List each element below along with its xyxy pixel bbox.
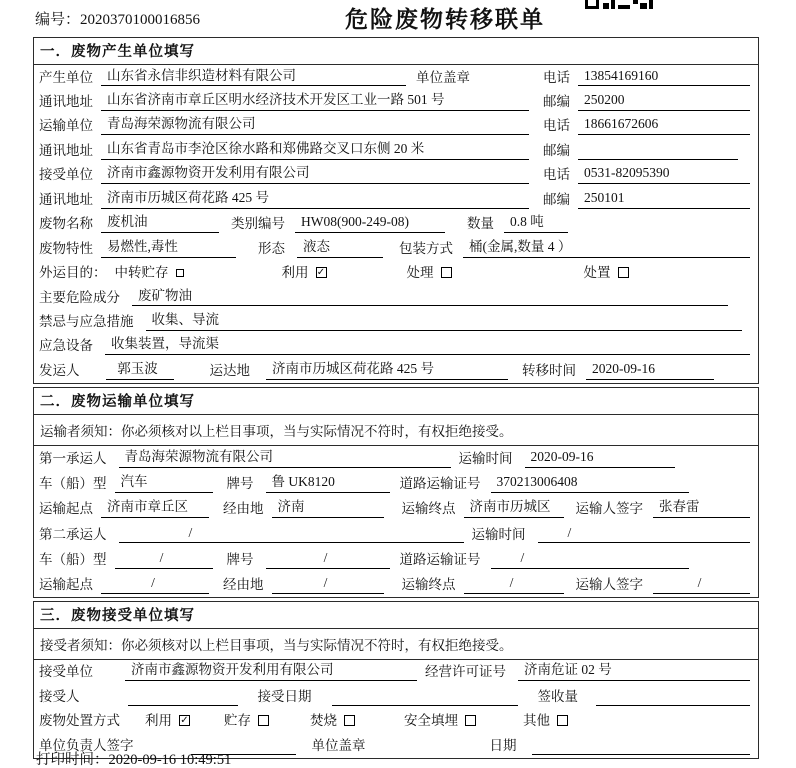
accepting-unit-value: 济南市鑫源物资开发利用有限公司 [125,662,417,681]
second-route-origin-label: 运输起点 [39,576,93,592]
producer-address-value: 山东省济南市章丘区明水经济技术开发区工业一路 501 号 [101,92,529,111]
section-receiver [33,601,759,759]
acceptor-row [34,684,758,709]
form-state-value: 液态 [297,239,383,258]
disposal-incinerate-label: 焚烧 [310,713,337,729]
route-destination-label: 运输终点 [401,501,456,517]
receiver-address-row [34,187,758,211]
transporter-unit-label: 运输单位 [39,118,93,134]
receiver-unit-row [34,163,758,187]
second-route-via-value: / [272,575,384,594]
second-vehicle-type-label: 车（船）型 [39,551,107,567]
hazard-component-label: 主要危险成分 [39,289,120,305]
second-route-origin-value: / [101,575,209,594]
received-amount-label: 签收量 [537,688,578,704]
plate-number-label: 牌号 [226,476,254,492]
category-code-label: 类别编号 [231,216,285,232]
form-body [33,37,759,762]
producer-phone-label: 电话 [543,69,570,85]
second-route-via-label: 经由地 [223,576,264,592]
serial-number [35,8,200,29]
shipper-label: 发运人 [39,362,80,378]
first-carrier-row [34,446,758,471]
transporter-unit-row [34,114,758,138]
disposal-method-row [34,709,758,734]
producer-phone-value: 13854169160 [578,68,750,87]
receiver-phone-label: 电话 [543,167,570,183]
waste-name-label: 废物名称 [39,216,93,232]
print-time-label: 打印时间： [36,752,109,768]
checkbox-disposal-incinerate [344,715,355,726]
destination-label: 运达地 [209,362,250,378]
checkbox-transfer-storage [176,269,184,277]
transporter-postcode-value [578,143,738,160]
receiver-unit-label: 接受单位 [39,167,93,183]
checkbox-disposal-storage [258,715,269,726]
second-road-permit-value: / [491,550,689,569]
carrier-signature-label: 运输人签字 [575,501,643,517]
vehicle-type-value: 汽车 [115,474,213,493]
receiver-address-label: 通讯地址 [39,191,93,207]
waste-property-label: 废物特性 [39,240,93,256]
producer-unit-label: 产生单位 [39,69,93,85]
road-permit-value: 370213006408 [491,474,689,493]
option-transfer-storage-label: 中转贮存 [114,265,169,281]
plate-number-value: 鲁 UK8120 [266,474,390,493]
second-route-destination-label: 运输终点 [401,576,456,592]
vehicle-type-label: 车（船）型 [39,476,107,492]
checkbox-disposal-landfill [465,715,476,726]
waste-property-row [34,236,758,260]
second-road-permit-label: 道路运输证号 [399,551,481,567]
route-origin-label: 运输起点 [39,501,93,517]
receiver-phone-value: 0531-82095390 [578,165,750,184]
disposal-storage-label: 贮存 [224,713,251,729]
disposal-method-label: 废物处置方式 [39,713,120,729]
producer-unit-row [34,65,758,89]
section-transporter-header: 二．废物运输单位填写 [34,388,758,415]
accepting-unit-label: 接受单位 [39,664,93,680]
checkbox-utilize: ✓ [316,266,326,278]
carrier-signature-value: 张春雷 [653,499,750,518]
route-origin-value: 济南市章丘区 [101,499,209,518]
second-transport-date-value: / [538,525,751,544]
transporter-unit-value: 青岛海荣源物流有限公司 [101,116,529,135]
second-vehicle-type-row [34,546,758,571]
section-producer [33,37,759,384]
checkbox-disposal-utilize: ✓ [180,715,189,727]
first-carrier-value: 青岛海荣源物流有限公司 [119,449,451,468]
transporter-address-label: 通讯地址 [39,142,93,158]
page-title: 危险废物转移联单 [345,7,545,32]
second-carrier-label: 第二承运人 [39,526,107,542]
route-destination-value: 济南市历城区 [464,499,564,518]
receiver-address-value: 济南市历城区荷花路 425 号 [101,190,529,209]
receiver-notice: 接受者须知：你必须核对以上栏目事项，当与实际情况不符时，有权拒绝接受。 [34,629,758,660]
checkbox-treat [441,267,452,278]
emergency-equipment-label: 应急设备 [39,338,93,354]
destination-value: 济南市历城区荷花路 425 号 [266,361,508,380]
quantity-value: 0.8 吨 [504,214,568,233]
transfer-purpose-label: 外运目的： [39,265,107,281]
form-state-label: 形态 [258,240,285,256]
accepting-unit-row [34,660,758,685]
transport-date-value: 2020-09-16 [525,449,675,468]
emergency-measures-row [34,309,758,333]
section-producer-header: 一．废物产生单位填写 [34,38,758,65]
date-value [532,738,751,755]
road-permit-label: 道路运输证号 [399,476,481,492]
second-route-row [34,572,758,597]
emergency-measures-value: 收集、导流 [146,312,743,331]
transfer-date-label: 转移时间 [522,362,576,378]
disposal-other-label: 其他 [523,713,550,729]
license-number-label: 经营许可证号 [425,664,506,680]
print-time [36,748,231,768]
second-plate-number-label: 牌号 [226,551,254,567]
route-row [34,496,758,521]
second-route-destination-value: / [464,575,564,594]
receiver-unit-value: 济南市鑫源物资开发利用有限公司 [101,165,529,184]
serial-number-value: 2020370100016856 [80,12,201,28]
transporter-phone-value: 18661672606 [578,116,750,135]
transfer-date-value: 2020-09-16 [586,361,714,380]
accept-date-label: 接受日期 [257,688,312,704]
hazard-component-row [34,285,758,309]
second-vehicle-type-value: / [115,550,213,569]
second-transport-date-label: 运输时间 [471,526,526,542]
disposal-landfill-label: 安全填埋 [404,713,458,729]
producer-unit-value: 山东省永信非织造材料有限公司 [101,68,406,87]
serial-number-label: 编号： [35,12,81,28]
qr-code-fragment [585,0,653,10]
print-time-value: 2020-09-16 10:49:51 [108,752,232,768]
transporter-phone-label: 电话 [543,118,570,134]
waste-property-value: 易燃性,毒性 [101,239,236,258]
emergency-equipment-row [34,334,758,358]
producer-postcode-label: 邮编 [543,94,570,109]
option-dispose-label: 处置 [583,265,611,281]
transport-date-label: 运输时间 [458,451,513,466]
route-via-label: 经由地 [223,501,264,517]
emergency-measures-label: 禁忌与应急措施 [39,313,134,329]
second-carrier-value: / [119,525,464,544]
date-label: 日期 [489,737,517,753]
emergency-equipment-value: 收集装置，导流渠 [105,336,750,355]
section-transporter [33,387,759,598]
second-carrier-row [34,521,758,546]
hazard-component-value: 废矿物油 [132,288,728,307]
transporter-postcode-label: 邮编 [543,142,570,158]
disposal-utilize-label: 利用 [145,713,172,729]
packaging-value: 桶(金属,数量 4 ） [463,239,750,258]
category-code-value: HW08(900-249-08) [295,214,445,233]
transporter-address-value: 山东省青岛市李沧区徐水路和郑佛路交叉口东侧 20 米 [101,141,529,160]
section-receiver-header: 三．废物接受单位填写 [34,602,758,629]
received-amount-value [596,689,750,706]
quantity-label: 数量 [467,216,494,232]
transfer-purpose-row [34,261,758,285]
second-carrier-signature-label: 运输人签字 [575,576,643,592]
shipper-value: 郭玉波 [106,361,174,380]
unit-seal-label: 单位盖章 [416,69,470,85]
license-number-value: 济南危证 02 号 [518,662,750,681]
accept-date-value [332,689,518,706]
receiver-seal-label: 单位盖章 [311,737,366,753]
waste-name-row [34,212,758,236]
checkbox-disposal-other [557,715,568,726]
option-treat-label: 处理 [406,265,434,281]
first-carrier-label: 第一承运人 [39,451,107,466]
transporter-address-row [34,138,758,162]
second-plate-number-value: / [266,550,390,569]
responsible-signature-label: 单位负责人签字 [39,737,134,753]
shipper-row [34,358,758,382]
transporter-notice: 运输者须知：你必须核对以上栏目事项，当与实际情况不符时，有权拒绝接受。 [34,415,758,446]
acceptor-value [128,689,238,706]
checkbox-dispose [618,267,629,278]
producer-postcode-value: 250200 [578,92,750,111]
waste-name-value: 废机油 [101,214,219,233]
packaging-label: 包装方式 [399,240,453,256]
receiver-postcode-label: 邮编 [543,191,570,207]
producer-address-row [34,89,758,113]
route-via-value: 济南 [272,499,384,518]
second-carrier-signature-value: / [653,575,750,594]
option-utilize-label: 利用 [281,265,309,281]
producer-address-label: 通讯地址 [39,94,93,109]
receiver-postcode-value: 250101 [578,190,750,209]
acceptor-label: 接受人 [39,688,80,704]
vehicle-type-row [34,471,758,496]
